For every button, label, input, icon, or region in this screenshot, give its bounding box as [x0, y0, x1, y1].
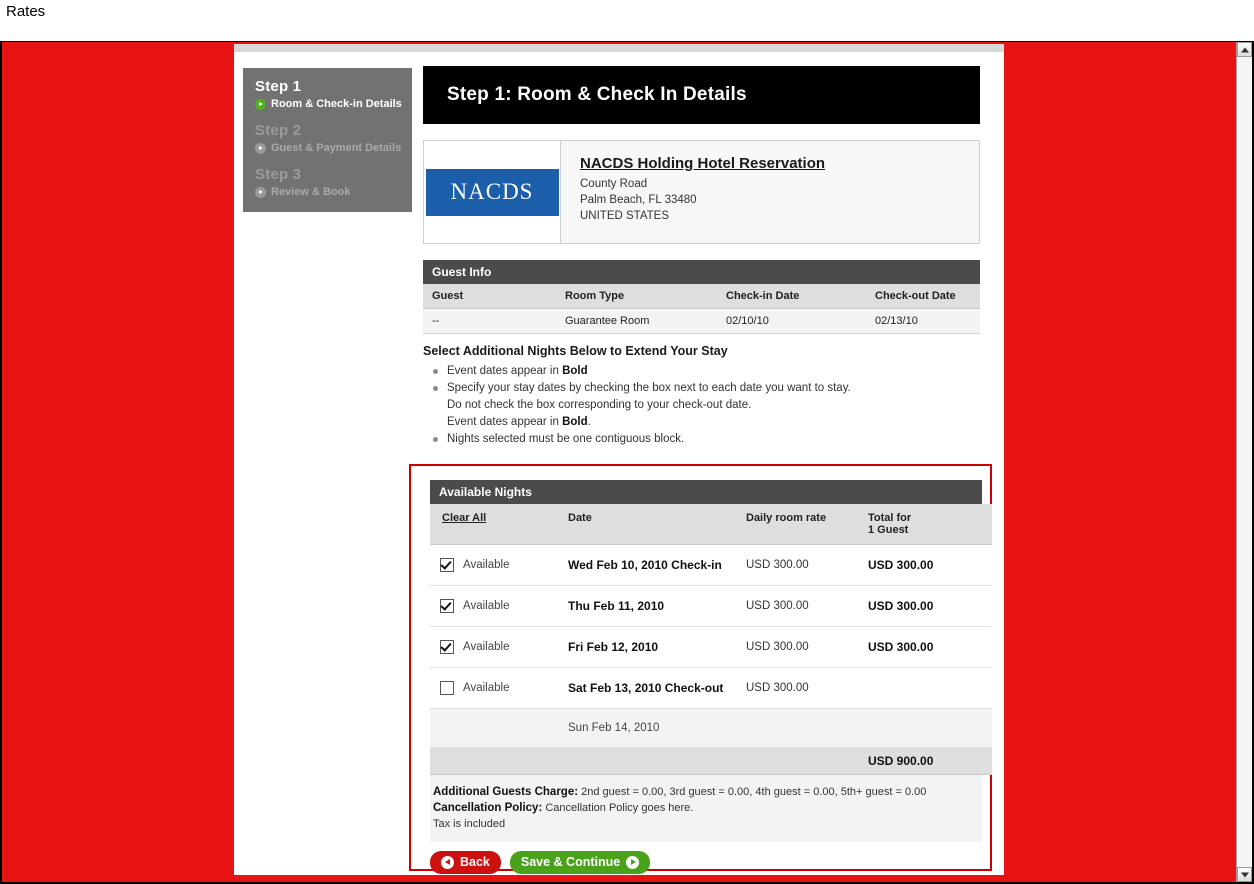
available-nights-panel — [409, 464, 992, 871]
hotel-info-box — [423, 140, 980, 244]
available-nights-inner — [430, 480, 982, 842]
arrow-bullet-icon — [255, 143, 266, 154]
column-daily-rate: Daily room rate — [746, 504, 868, 545]
step-1-title: Step 1 — [255, 78, 302, 95]
cell-rate: USD 300.00 — [746, 545, 868, 586]
list-item — [445, 397, 993, 413]
step-1-subtitle — [255, 98, 412, 110]
sidebar-item-step-2[interactable] — [243, 122, 412, 154]
cell-blank — [430, 748, 568, 775]
cell-date — [568, 668, 746, 709]
cell-total — [868, 627, 992, 668]
cancellation-value: Cancellation Policy goes here. — [545, 802, 694, 814]
hotel-logo-cell — [424, 141, 561, 243]
action-buttons — [430, 851, 650, 874]
cell-blank — [568, 748, 746, 775]
cell-rate: USD 300.00 — [746, 627, 868, 668]
night-checkbox[interactable] — [440, 681, 454, 695]
step-2-subtitle-label: Guest & Payment Details — [271, 142, 402, 154]
availability-label: Available — [463, 641, 510, 653]
table-row — [430, 627, 992, 668]
guest-info-table — [423, 284, 980, 334]
table-header-row — [430, 504, 992, 545]
date-label: Sun Feb 14, 2010 — [568, 722, 660, 734]
hotel-address-line-3: UNITED STATES — [580, 210, 670, 222]
cell-checkout-date: 02/13/10 — [866, 309, 980, 334]
page-title: Rates — [6, 3, 46, 20]
cell-total — [868, 709, 992, 748]
cell-availability[interactable] — [430, 545, 568, 586]
total-label: USD 300.00 — [868, 599, 934, 613]
instruction-bold: Bold — [562, 365, 588, 377]
list-item — [445, 414, 993, 430]
availability-label: Available — [463, 682, 510, 694]
column-total-line-1: Total for — [868, 512, 912, 524]
table-row — [430, 668, 992, 709]
hotel-name-link[interactable]: NACDS Holding Hotel Reservation — [580, 155, 826, 172]
sidebar-item-step-1[interactable] — [243, 78, 412, 110]
date-label: Wed Feb 10, 2010 Check-in — [568, 558, 722, 572]
tax-line: Tax is included — [433, 818, 506, 830]
step-3-subtitle — [255, 186, 412, 198]
total-label: USD 300.00 — [868, 640, 934, 654]
chevron-down-icon — [1241, 872, 1249, 877]
step-header-title: Step 1: Room & Check In Details — [447, 84, 747, 105]
sidebar-item-step-3[interactable] — [243, 166, 412, 198]
table-row — [423, 309, 980, 334]
cell-availability[interactable] — [430, 586, 568, 627]
arrow-left-icon — [441, 856, 454, 869]
hotel-address-line-2: Palm Beach, FL 33480 — [580, 194, 697, 206]
step-3-subtitle-label: Review & Book — [271, 186, 351, 198]
scroll-down-button[interactable] — [1237, 867, 1252, 882]
instruction-text: Event dates appear in — [447, 416, 563, 428]
cell-availability[interactable] — [430, 627, 568, 668]
total-label: USD 300.00 — [868, 558, 934, 572]
instruction-text: Nights selected must be one contiguous block. — [447, 433, 685, 445]
instructions-list — [423, 363, 993, 447]
arrow-bullet-icon — [255, 187, 266, 198]
list-item — [445, 380, 993, 396]
policy-block — [430, 775, 982, 842]
table-row — [430, 709, 992, 748]
column-clear-all — [430, 504, 568, 545]
steps-sidebar — [243, 68, 412, 212]
night-checkbox[interactable] — [440, 640, 454, 654]
cancellation-label: Cancellation Policy: — [433, 802, 543, 814]
cell-date — [568, 627, 746, 668]
column-guest: Guest — [423, 284, 556, 309]
step-header-bar — [423, 66, 980, 124]
scrollbar-track[interactable] — [1237, 57, 1252, 867]
instructions-heading: Select Additional Nights Below to Extend Your Stay — [423, 344, 728, 358]
guest-info-section — [423, 260, 980, 334]
cancellation-line — [433, 800, 982, 816]
table-header-row — [423, 284, 980, 309]
column-total-line-2: 1 Guest — [868, 524, 909, 536]
cell-guest: -- — [423, 309, 556, 334]
cell-rate — [746, 709, 868, 748]
step-2-title: Step 2 — [255, 122, 302, 139]
cell-rate: USD 300.00 — [746, 586, 868, 627]
additional-guests-label: Additional Guests Charge: — [433, 786, 579, 798]
step-3-title: Step 3 — [255, 166, 302, 183]
additional-guests-value: 2nd guest = 0.00, 3rd guest = 0.00, 4th guest = 0.00, 5th+ guest = 0.00 — [581, 786, 927, 798]
available-nights-header: Available Nights — [430, 480, 982, 504]
guest-info-header: Guest Info — [423, 260, 980, 284]
content-top-band — [234, 44, 1004, 52]
available-nights-table — [430, 504, 992, 775]
column-room-type: Room Type — [556, 284, 717, 309]
instruction-tail: . — [587, 416, 591, 428]
content-card — [234, 44, 1004, 875]
clear-all-link[interactable]: Clear All — [442, 512, 487, 524]
back-button-label: Back — [460, 855, 490, 869]
column-total — [868, 504, 992, 545]
availability-label: Available — [463, 600, 510, 612]
instructions-section — [423, 344, 993, 448]
table-row — [430, 545, 992, 586]
save-continue-button[interactable] — [510, 851, 650, 874]
date-label: Fri Feb 12, 2010 — [568, 640, 659, 654]
column-checkin-date: Check-in Date — [717, 284, 866, 309]
cell-blank — [746, 748, 868, 775]
column-date: Date — [568, 504, 746, 545]
list-item — [445, 431, 993, 447]
cell-availability[interactable] — [430, 668, 568, 709]
column-checkout-date: Check-out Date — [866, 284, 980, 309]
cell-date — [568, 586, 746, 627]
scroll-up-button[interactable] — [1237, 42, 1252, 57]
table-row — [430, 586, 992, 627]
cell-total — [868, 668, 992, 709]
cell-rate: USD 300.00 — [746, 668, 868, 709]
arrow-bullet-icon — [255, 99, 266, 110]
list-item — [445, 363, 993, 379]
night-checkbox[interactable] — [440, 558, 454, 572]
cell-date — [568, 545, 746, 586]
instruction-bold: Bold — [562, 416, 588, 428]
cell-availability — [430, 709, 568, 748]
date-label: Thu Feb 11, 2010 — [568, 599, 665, 613]
save-continue-button-label: Save & Continue — [520, 855, 621, 869]
step-2-subtitle — [255, 142, 412, 154]
step-1-subtitle-label: Room & Check-in Details — [271, 98, 402, 110]
night-checkbox[interactable] — [440, 599, 454, 613]
hotel-address-line-1: County Road — [580, 178, 648, 190]
grand-total-label: USD 900.00 — [868, 754, 934, 768]
cell-grand-total — [868, 748, 992, 775]
back-button[interactable] — [430, 851, 501, 874]
instruction-text: Do not check the box corresponding to your check-out date. — [447, 399, 752, 411]
vertical-scrollbar[interactable] — [1236, 42, 1252, 882]
date-label: Sat Feb 13, 2010 Check-out — [568, 681, 724, 695]
availability-label: Available — [463, 559, 510, 571]
arrow-right-icon — [626, 856, 639, 869]
instruction-text: Specify your stay dates by checking the box next to each date you want to stay. — [447, 382, 851, 394]
cell-date — [568, 709, 746, 748]
instruction-text: Event dates appear in — [447, 365, 563, 377]
cell-total — [868, 545, 992, 586]
chevron-up-icon — [1241, 47, 1249, 52]
additional-guests-line — [433, 784, 982, 800]
hotel-details — [561, 141, 825, 243]
top-strip — [0, 0, 1254, 42]
cell-room-type: Guarantee Room — [556, 309, 717, 334]
nacds-logo: NACDS — [426, 169, 559, 216]
cell-total — [868, 586, 992, 627]
cell-checkin-date: 02/10/10 — [717, 309, 866, 334]
grand-total-row — [430, 748, 992, 775]
